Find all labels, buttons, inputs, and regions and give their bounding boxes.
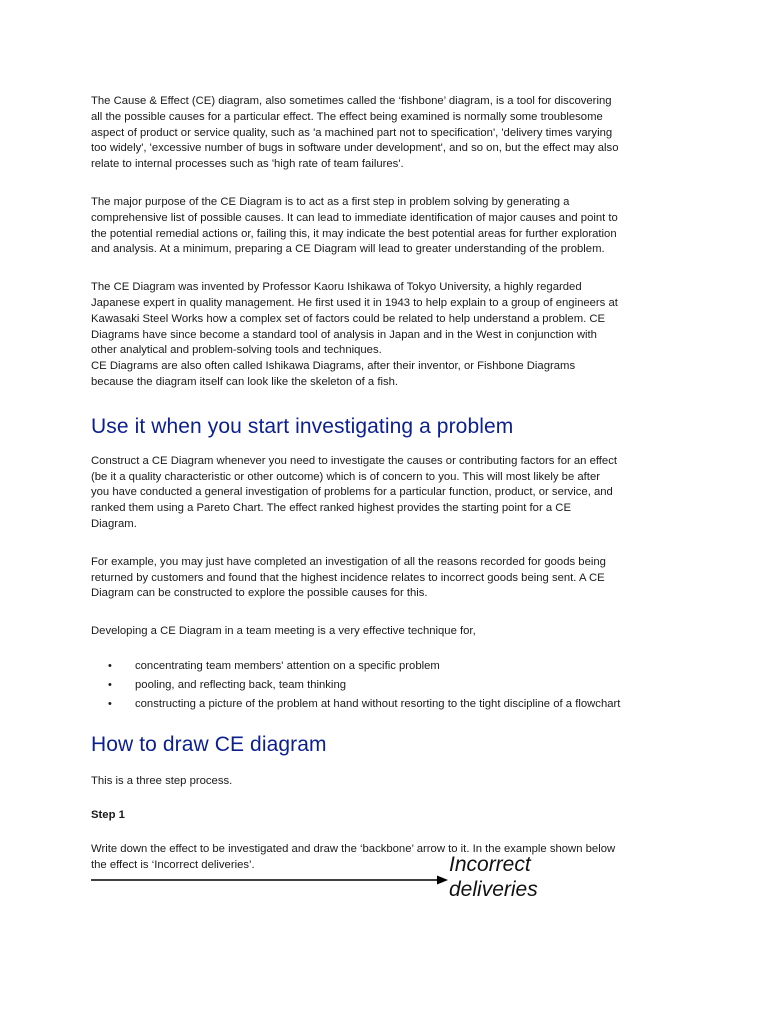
example-paragraph: For example, you may just have completed an investigation of all the reasons recorded for goods being returned by customers and found that the highest incidence relates to incorrect goods being sent. A CE Diagram can be constructed to explore the possible causes for this. (91, 555, 606, 600)
list-item (108, 659, 691, 675)
backbone-arrow-icon (91, 846, 451, 916)
team-paragraph: Developing a CE Diagram in a team meeting is a very effective technique for, (91, 625, 476, 638)
list-item (108, 697, 691, 713)
construct-paragraph: Construct a CE Diagram whenever you need to investigate the causes or contributing factors for an effect (be it a quality characteristic or other outcome) which is of concern to you. This will most likely be after you have conducted a general investigation of problems for a particular function, product, or service, and ranked them using a Pareto Chart. The effect ranked highest provides the starting point for a CE Diagram. (91, 454, 618, 530)
list-item-text: pooling, and reflecting back, team thinking (135, 678, 347, 691)
benefits-list (91, 659, 691, 712)
bullet-icon: • (108, 659, 112, 672)
document-body (91, 94, 691, 874)
effect-label: Incorrect deliveries (449, 853, 538, 901)
intro-paragraph: The Cause & Effect (CE) diagram, also sometimes called the ‘fishbone’ diagram, is a tool for discovering all the possible causes for a particular effect. The effect being examined is normally some troublesome aspect of product or service quality, such as 'a machined part not to specification', 'delivery times varying too widely', 'excessive number of bugs in software under development', and so on, but the effect may also relate to internal processes such as 'high rate of team failures'. (91, 95, 619, 171)
section-heading-when: Use it when you start investigating a problem (91, 414, 514, 438)
step-1-label: Step 1 (91, 809, 125, 822)
bullet-icon: • (108, 697, 112, 710)
process-paragraph: This is a three step process. (91, 775, 233, 788)
section-heading-how: How to draw CE diagram (91, 733, 327, 757)
bullet-icon: • (108, 678, 112, 691)
list-item-text: constructing a picture of the problem at hand without resorting to the tight discipline of a flowchart (135, 697, 621, 710)
list-item-text: concentrating team members' attention on a specific problem (135, 659, 440, 672)
list-item (108, 678, 691, 694)
history-paragraph: The CE Diagram was invented by Professor Kaoru Ishikawa of Tokyo University, a highly regarded Japanese expert in quality management. He first used it in 1943 to help explain to a group of engineers at Kawasaki Steel Works how a complex set of factors could be related to help understand a problem. CE Diagrams have since become a standard tool of analysis in Japan and in the West in conjunction with other analytical and problem-solving tools and techniques. CE Diagrams are also often called Ishikawa Diagrams, after their inventor, or Fishbone Diagrams because the diagram itself can look like the skeleton of a fish. (91, 281, 618, 388)
purpose-paragraph: The major purpose of the CE Diagram is to act as a first step in problem solving by generating a comprehensive list of possible causes. It can lead to immediate identification of major causes and point to the potential remedial actions or, failing this, it may indicate the best potential areas for further exploration and analysis. At a minimum, preparing a CE Diagram will lead to greater understanding of the problem. (91, 195, 618, 256)
step-1-paragraph: Write down the effect to be investigated and draw the ‘backbone’ arrow to it. In the example shown below the effect is ‘Incorrect deliveries’. (91, 842, 616, 871)
backbone-diagram (91, 846, 591, 916)
